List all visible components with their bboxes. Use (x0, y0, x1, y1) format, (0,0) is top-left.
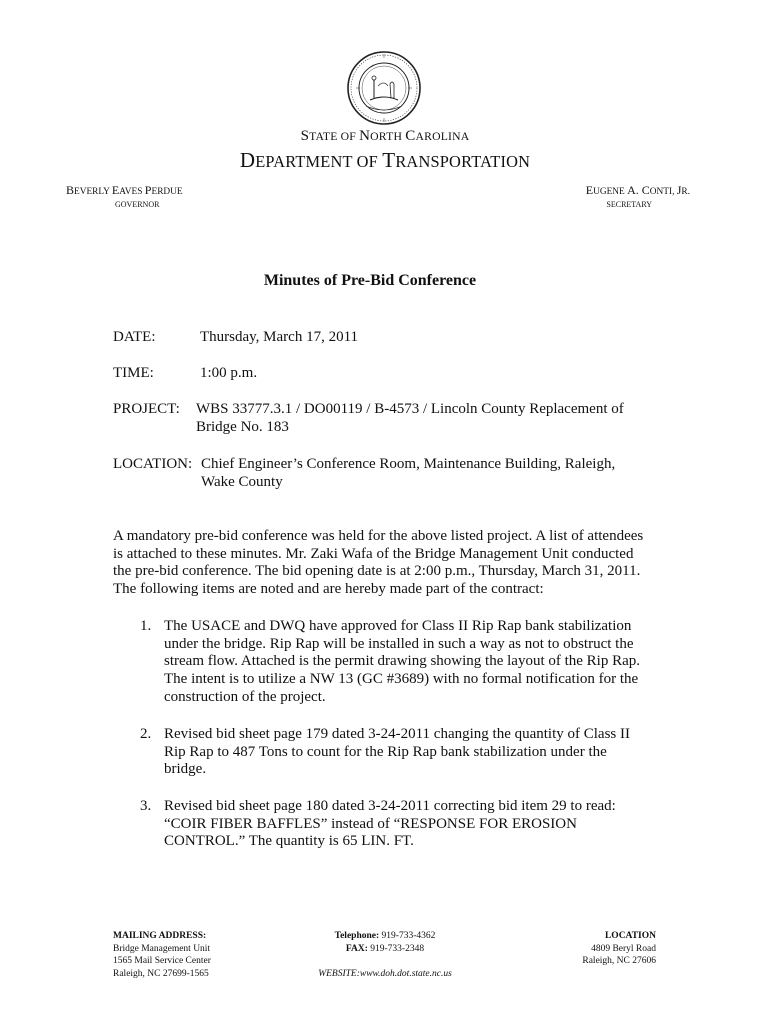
secretary-name: EUGENE A. CONTI, JR. (585, 183, 690, 197)
website-url[interactable]: www.doh.dot.state.nc.us (359, 968, 452, 979)
paragraph-line: The following items are noted and are hereby made part of the contract: (113, 581, 544, 598)
governor-name: BEVERLY EAVES PERDUE (66, 183, 183, 197)
secretary-title: SECRETARY (606, 200, 652, 209)
item-line: Revised bid sheet page 180 dated 3-24-2011 correcting bid item 29 to read: (164, 798, 616, 814)
date-label: DATE: (113, 329, 156, 345)
paragraph-line: A mandatory pre-bid conference was held for the above listed project. A list of attendees (113, 528, 644, 544)
date-value: Thursday, March 17, 2011 (200, 329, 359, 345)
item-line: The USACE and DWQ have approved for Class II Rip Rap bank stabilization (164, 618, 632, 634)
contact-info (285, 930, 485, 980)
item-text (164, 726, 684, 779)
location-address-line: 4809 Beryl Road (591, 943, 656, 954)
item-line: construction of the project. (164, 688, 326, 705)
item-line: The intent is to utilize a NW 13 (GC #3689) with no formal notification for the (164, 671, 639, 688)
mailing-line: 1565 Mail Service Center (113, 956, 211, 966)
mailing-heading: MAILING ADDRESS: (113, 931, 207, 941)
item-line: stream flow. Attached is the permit drawing showing the layout of the Rip Rap. (164, 653, 641, 670)
location-line: Wake County (201, 474, 283, 490)
telephone-number: 919-733-4362 (381, 931, 436, 941)
telephone-line: Telephone: 919-733-4362 (334, 931, 436, 941)
project-line: Bridge No. 183 (196, 419, 289, 435)
item-line: bridge. (164, 761, 207, 778)
item-line: under the bridge. Rip Rap will be installed in such a way as not to obstruct the (164, 635, 634, 652)
mailing-address (113, 930, 211, 980)
time-label: TIME: (113, 365, 154, 381)
mailing-line: Raleigh, NC 27699-1565 (113, 968, 209, 979)
state-name: STATE OF NORTH CAROLINA (300, 128, 470, 144)
location-address-line: Raleigh, NC 27606 (582, 956, 656, 966)
state-seal-icon (346, 50, 422, 126)
item-line: CONTROL.” The quantity is 65 LIN. FT. (164, 833, 414, 850)
intro-paragraph (113, 528, 673, 599)
paragraph-line: is attached to these minutes. Mr. Zaki Wafa of the Bridge Management Unit conducted (113, 545, 634, 562)
item-text (164, 618, 684, 706)
location-value (201, 455, 615, 491)
item-text (164, 798, 684, 851)
fax-line: FAX: 919-733-2348 (345, 943, 425, 954)
website-line: WEBSITE:www.doh.dot.state.nc.us (318, 968, 452, 979)
item-line: Revised bid sheet page 179 dated 3-24-2011 changing the quantity of Class II (164, 726, 631, 742)
item-line: “COIR FIBER BAFFLES” instead of “RESPONSE FOR EROSION (164, 815, 577, 832)
location-address (582, 930, 656, 968)
item-number: 1. (140, 618, 152, 634)
document-title: Minutes of Pre-Bid Conference (263, 272, 477, 289)
project-line: WBS 33777.3.1 / DO00119 / B-4573 / Lincoln County Replacement of (196, 401, 624, 417)
project-label: PROJECT: (113, 401, 180, 417)
paragraph-line: the pre-bid conference. The bid opening date is at 2:00 p.m., Thursday, March 31, 2011. (113, 563, 641, 580)
time-value: 1:00 p.m. (200, 365, 258, 381)
location-heading: LOCATION (604, 931, 656, 941)
item-number: 3. (140, 798, 152, 814)
location-label: LOCATION: (113, 456, 193, 472)
governor-title: GOVERNOR (115, 200, 160, 209)
item-line: Rip Rap to 487 Tons to count for the Rip Rap bank stabilization under the (164, 743, 607, 760)
department-name: DEPARTMENT OF TRANSPORTATION (239, 148, 531, 172)
location-line: Chief Engineer’s Conference Room, Maintenance Building, Raleigh, (201, 456, 616, 472)
mailing-line: Bridge Management Unit (113, 943, 211, 954)
project-value (196, 400, 624, 436)
fax-number: 919-733-2348 (370, 943, 425, 954)
item-number: 2. (140, 726, 152, 742)
